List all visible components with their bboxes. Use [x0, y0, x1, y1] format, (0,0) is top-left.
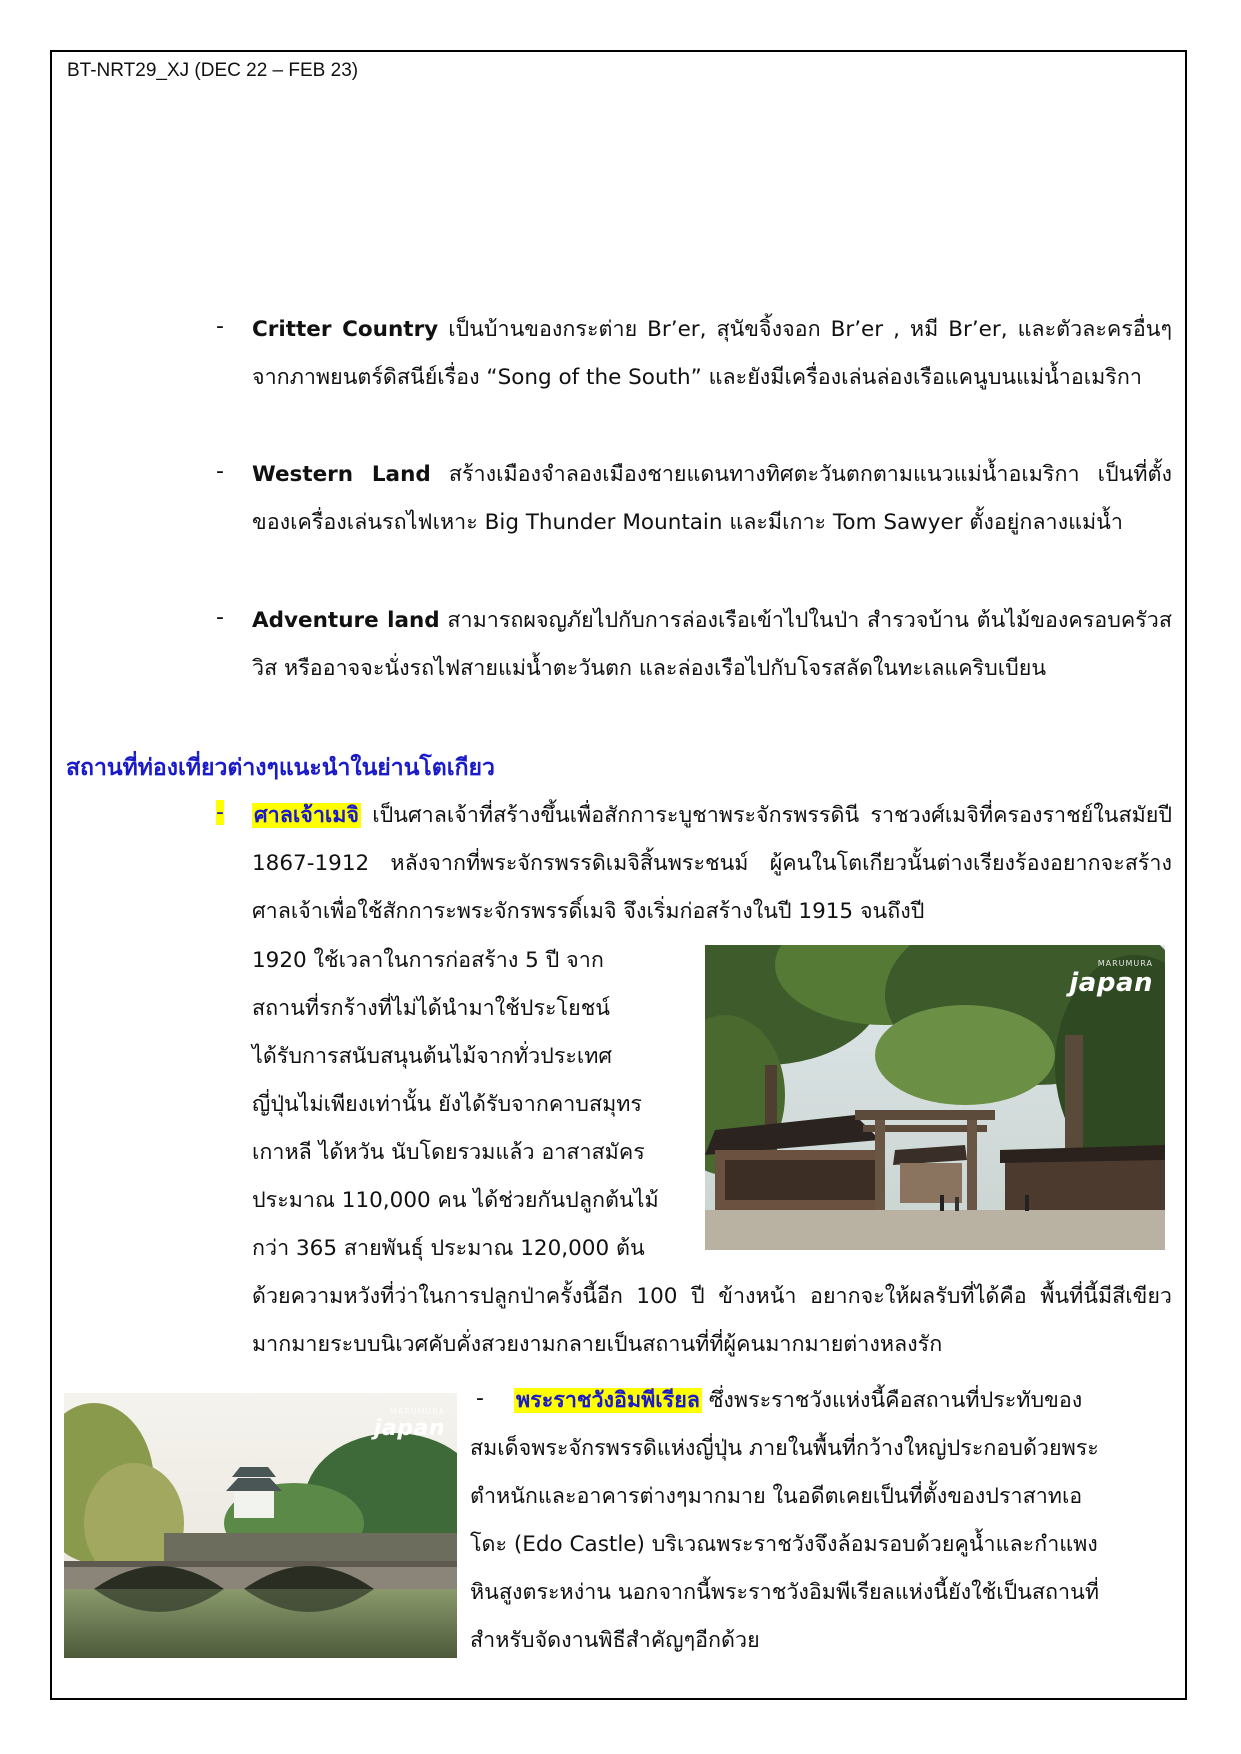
bullet-critter-country — [252, 306, 1172, 402]
palace-first-line — [470, 1377, 1170, 1425]
photo-watermark: MARUMURA japan — [373, 1407, 445, 1441]
meiji-tail: ด้วยความหวังที่ว่าในการปลูกป่าครั้งนี้อีก 100 ปี ข้างหน้า อยากจะให้ผลรับที่ได้คือ พื้นที่นี้มีสีเขียวมากมายระบบนิเวศคับคั่งสวยงามกลายเป็นสถานที่ที่ผู้คนมากมายต่างหลงรัก — [252, 1284, 1172, 1357]
bullet-text: เป็นบ้านของกระต่าย Br’er, สุนัขจิ้งจอก Br’er , หมี Br’er, และตัวละครอื่นๆจากภาพยนตร์ดิสนีย์เรื่อง “Song of the South” และยังมีเครื่องเล่นล่องเรือแคนูบนแม่น้ำอเมริกา — [252, 317, 1172, 390]
bullet-term: Critter Country — [252, 317, 439, 342]
meiji-side-line: 1920 ใช้เวลาในการก่อสร้าง 5 ปี จาก — [252, 948, 604, 973]
palace-line: สำหรับจัดงานพิธีสำคัญๆอีกด้วย — [470, 1628, 760, 1653]
bullet-term: Western Land — [252, 462, 431, 487]
bullet-term: Adventure land — [252, 608, 440, 633]
palace-line: สมเด็จพระจักรพรรดิแห่งญี่ปุ่น ภายในพื้นที่กว้างใหญ่ประกอบด้วยพระ — [470, 1436, 1099, 1461]
meiji-side-line: ประมาณ 110,000 คน ได้ช่วยกันปลูกต้นไม้ — [252, 1188, 659, 1213]
meiji-side-text — [252, 937, 692, 1273]
bullet-dash: - — [216, 605, 224, 630]
section-heading: สถานที่ท่องเที่ยวต่างๆแนะนำในย่านโตเกียว — [66, 755, 495, 781]
meiji-side-line: ญี่ปุ่นไม่เพียงเท่านั้น ยังได้รับจากคาบสมุทร — [252, 1092, 642, 1117]
palace-text — [470, 1377, 1170, 1665]
palace-line: ตำหนักและอาคารต่างๆมากมาย ในอดีตเคยเป็นที่ตั้งของปราสาทเอ — [470, 1484, 1083, 1509]
palace-line: โดะ (Edo Castle) บริเวณพระราชวังจึงล้อมรอบด้วยคูน้ำและกำแพง — [470, 1532, 1098, 1557]
palace-title: พระราชวังอิมพีเรียล — [516, 1388, 700, 1413]
bullet-dash: - — [216, 314, 224, 339]
meiji-shrine-photo — [705, 945, 1165, 1250]
bullet-text: สร้างเมืองจำลองเมืองชายแดนทางทิศตะวันตกตามแนวแม่น้ำอเมริกา เป็นที่ตั้งของเครื่องเล่นรถไฟเหาะ Big Thunder Mountain และมีเกาะ Tom Sawyer ตั้งอยู่กลางแม่น้ำ — [252, 462, 1172, 535]
document-code: BT-NRT29_XJ (DEC 22 – FEB 23) — [67, 60, 359, 81]
meiji-title: ศาลเจ้าเมจิ — [254, 803, 360, 828]
meiji-side-line: สถานที่รกร้างที่ไม่ได้นำมาใช้ประโยชน์ — [252, 996, 610, 1021]
meiji-side-line: เกาหลี ได้หวัน นับโดยรวมแล้ว อาสาสมัคร — [252, 1140, 645, 1165]
meiji-dash: - — [216, 800, 224, 825]
meiji-side-line: ได้รับการสนับสนุนต้นไม้จากทั่วประเทศ — [252, 1044, 613, 1069]
meiji-intro-text: เป็นศาลเจ้าที่สร้างขึ้นเพื่อสักการะบูชาพระจักรพรรดินี ราชวงศ์เมจิที่ครองราชย์ในสมัยปี 1867-1912 หลังจากที่พระจักรพรรดิเมจิสิ้นพระชนม์ ผู้คนในโตเกียวนั้นต่างเรียงร้องอยากจะสร้างศาลเจ้าเพื่อใช้สักการะพระจักรพรรดิ์เมจิ จึงเริ่มก่อสร้างในปี 1915 จนถึงปี — [252, 803, 1172, 924]
imperial-palace-photo — [64, 1393, 457, 1658]
meiji-side-line: กว่า 365 สายพันธุ์ ประมาณ 120,000 ต้น — [252, 1236, 645, 1261]
bullet-adventure-land — [252, 597, 1172, 693]
palace-first-text: ซึ่งพระราชวังแห่งนี้คือสถานที่ประทับของ — [701, 1388, 1083, 1413]
bullet-dash: - — [216, 459, 224, 484]
photo-watermark: MARUMURA japan — [1069, 959, 1153, 998]
palace-line: หินสูงตระหง่าน นอกจากนี้พระราชวังอิมพีเรียลแห่งนี้ยังใช้เป็นสถานที่ — [470, 1580, 1100, 1605]
meiji-intro — [252, 792, 1172, 936]
bullet-western-land — [252, 451, 1172, 547]
bullet-text: สามารถผจญภัยไปกับการล่องเรือเข้าไปในป่า สำรวจบ้าน ต้นไม้ของครอบครัวสวิส หรืออาจจะนั่งรถไฟสายแม่น้ำตะวันตก และล่องเรือไปกับโจรสลัดในทะเลแคริบเบียน — [252, 608, 1172, 681]
palace-dash: - — [476, 1386, 484, 1411]
